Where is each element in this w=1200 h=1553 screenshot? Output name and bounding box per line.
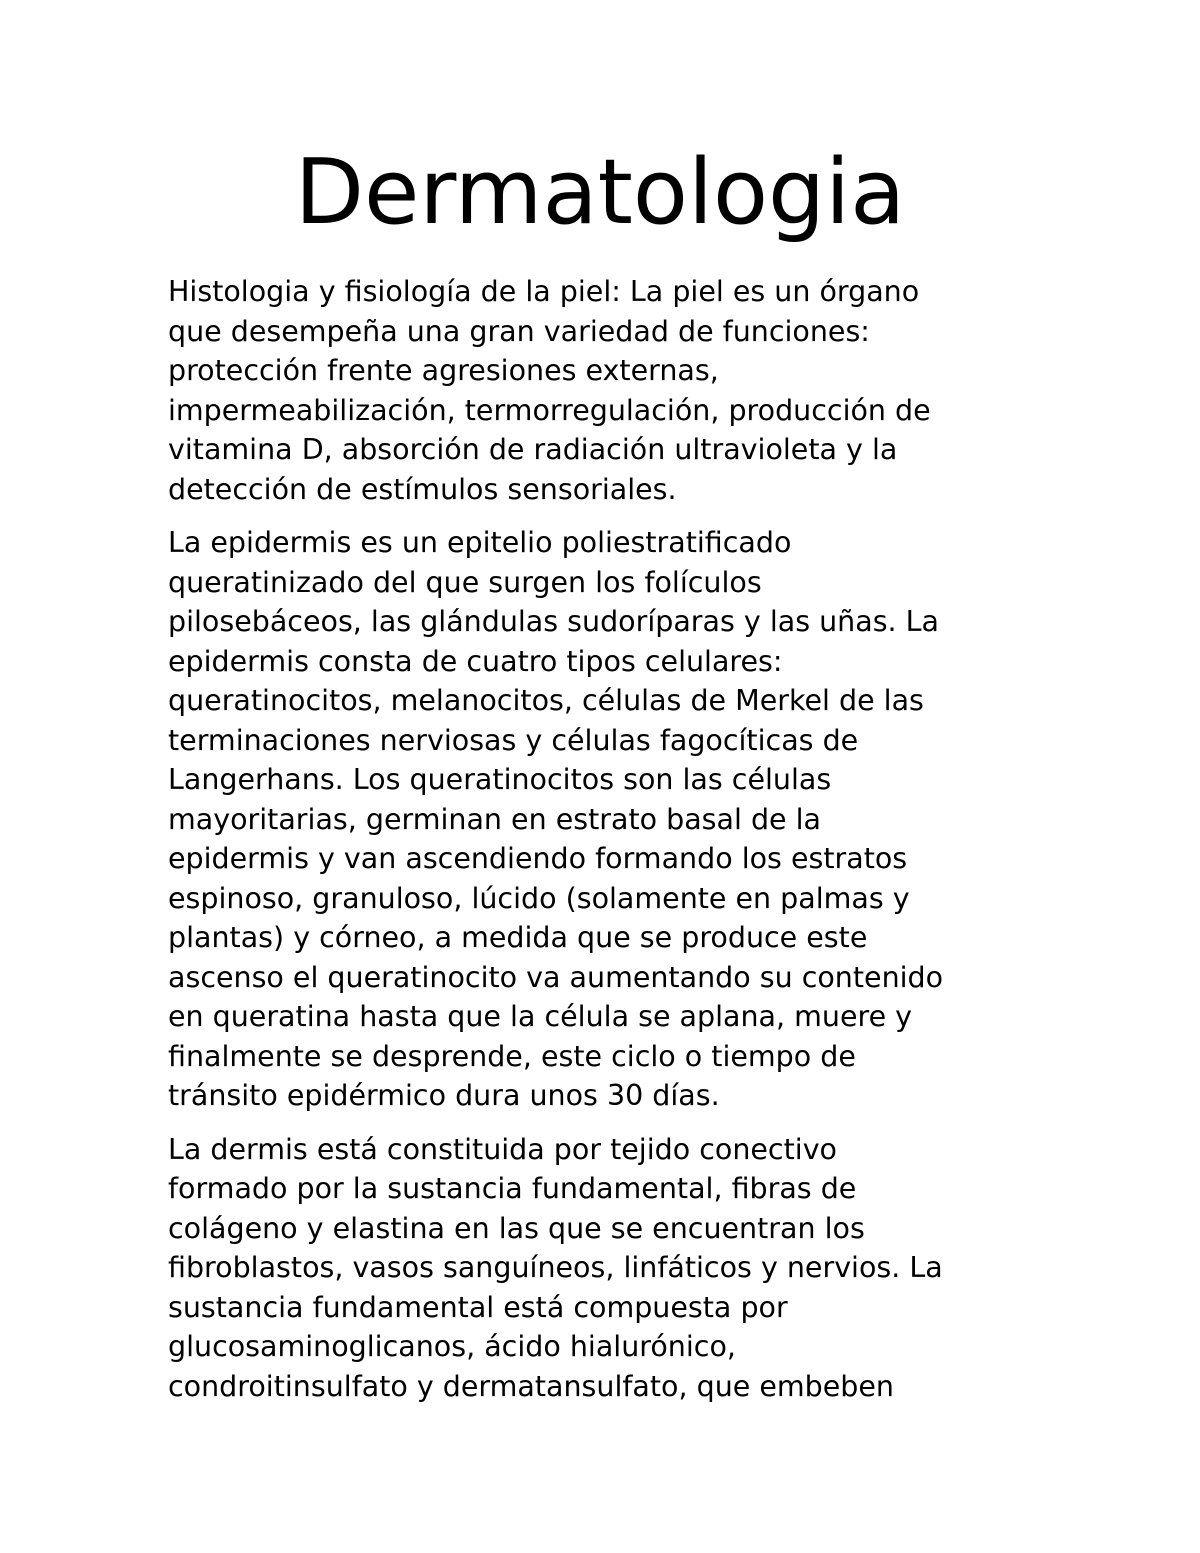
text-line: Langerhans. Los queratinocitos son las células — [168, 763, 832, 796]
paragraph-dermis — [168, 1130, 1038, 1407]
text-line: espinoso, granuloso, lúcido (solamente en palmas y — [168, 881, 910, 915]
text-line: finalmente se desprende, este ciclo o tiempo de — [168, 1039, 856, 1073]
text-line: queratinizado del que surgen los folículos — [168, 565, 762, 599]
text-line: fibroblastos, vasos sanguíneos, linfáticos y nervios. La — [168, 1251, 943, 1284]
text-line: impermeabilización, termorregulación, producción de — [168, 393, 931, 427]
text-line: detección de estímulos sensoriales. — [168, 472, 677, 506]
text-line: epidermis y van ascendiendo formando los estratos — [168, 842, 908, 875]
text-line: La dermis está constituida por tejido conectivo — [168, 1132, 837, 1166]
text-line: mayoritarias, germinan en estrato basal de la — [168, 802, 822, 836]
text-line: terminaciones nerviosas y células fagocíticas de — [168, 723, 859, 757]
text-line: tránsito epidérmico dura unos 30 días. — [168, 1079, 720, 1112]
text-line: epidermis consta de cuatro tipos celulares: — [168, 644, 783, 678]
text-line: formado por la sustancia fundamental, fibras de — [168, 1172, 857, 1205]
document-title: Dermatologia — [294, 140, 906, 245]
text-line: que desempeña una gran variedad de funciones: — [168, 314, 870, 348]
text-line: Histologia y fisiología de la piel: La piel es un órgano — [168, 275, 920, 308]
text-line: colágeno y elastina en las que se encuentran los — [168, 1211, 865, 1245]
text-line: pilosebáceos, las glándulas sudoríparas y las uñas. La — [168, 605, 940, 638]
text-line: condroitinsulfato y dermatansulfato, que embeben — [168, 1369, 894, 1403]
text-line: en queratina hasta que la célula se aplana, muere y — [168, 1000, 913, 1033]
text-line: sustancia fundamental está compuesta por — [168, 1290, 788, 1324]
text-line: plantas) y córneo, a medida que se produce este — [168, 921, 868, 954]
text-line: vitamina D, absorción de radiación ultravioleta y la — [168, 433, 898, 466]
paragraph-histologia — [168, 272, 1038, 509]
paragraph-epidermis — [168, 523, 1038, 1116]
document-body — [168, 272, 1038, 1420]
text-line: queratinocitos, melanocitos, células de Merkel de las — [168, 684, 924, 717]
text-line: glucosaminoglicanos, ácido hialurónico, — [168, 1330, 736, 1363]
text-line: protección frente agresiones externas, — [168, 354, 719, 387]
text-line: La epidermis es un epitelio poliestratificado — [168, 526, 792, 559]
text-line: ascenso el queratinocito va aumentando su contenido — [168, 960, 944, 994]
